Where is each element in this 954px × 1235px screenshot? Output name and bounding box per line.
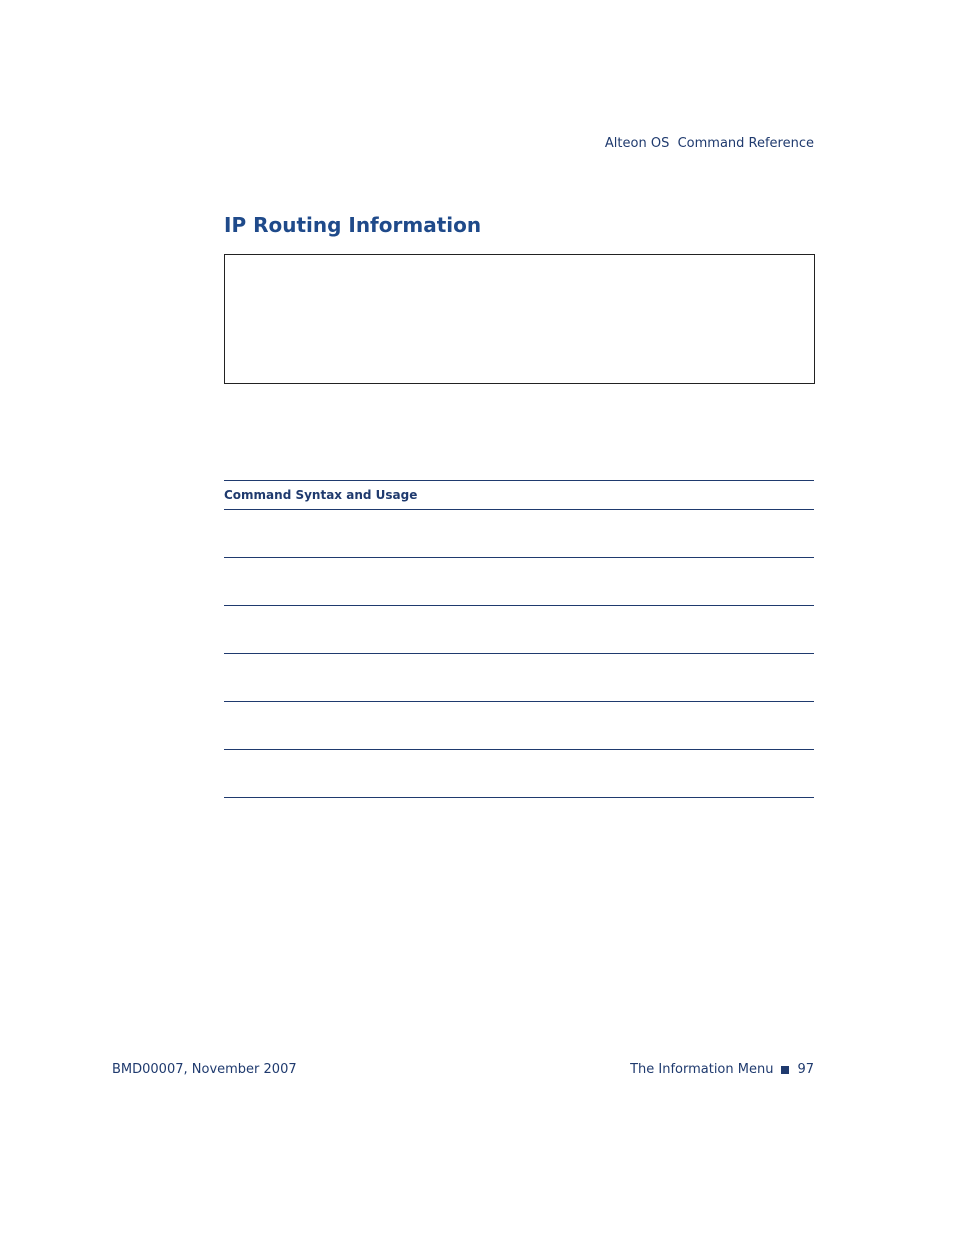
running-header: Alteon OS Command Reference <box>604 136 814 151</box>
table-header <box>224 480 814 510</box>
table-row <box>224 558 814 606</box>
table-row <box>224 654 814 702</box>
menu-output-box <box>224 254 815 384</box>
square-bullet-icon <box>781 1066 789 1074</box>
table-row <box>224 510 814 558</box>
section-title: IP Routing Information <box>224 213 482 237</box>
footer-chapter: The Information Menu <box>630 1062 774 1077</box>
command-syntax-table <box>224 480 814 798</box>
table-row <box>224 702 814 750</box>
footer-doc-id: BMD00007, November 2007 <box>112 1062 297 1077</box>
table-row <box>224 750 814 798</box>
footer-page-info <box>630 1062 814 1077</box>
table-header-label: Command Syntax and Usage <box>224 488 418 502</box>
table-row <box>224 606 814 654</box>
page-number: 97 <box>797 1062 814 1077</box>
